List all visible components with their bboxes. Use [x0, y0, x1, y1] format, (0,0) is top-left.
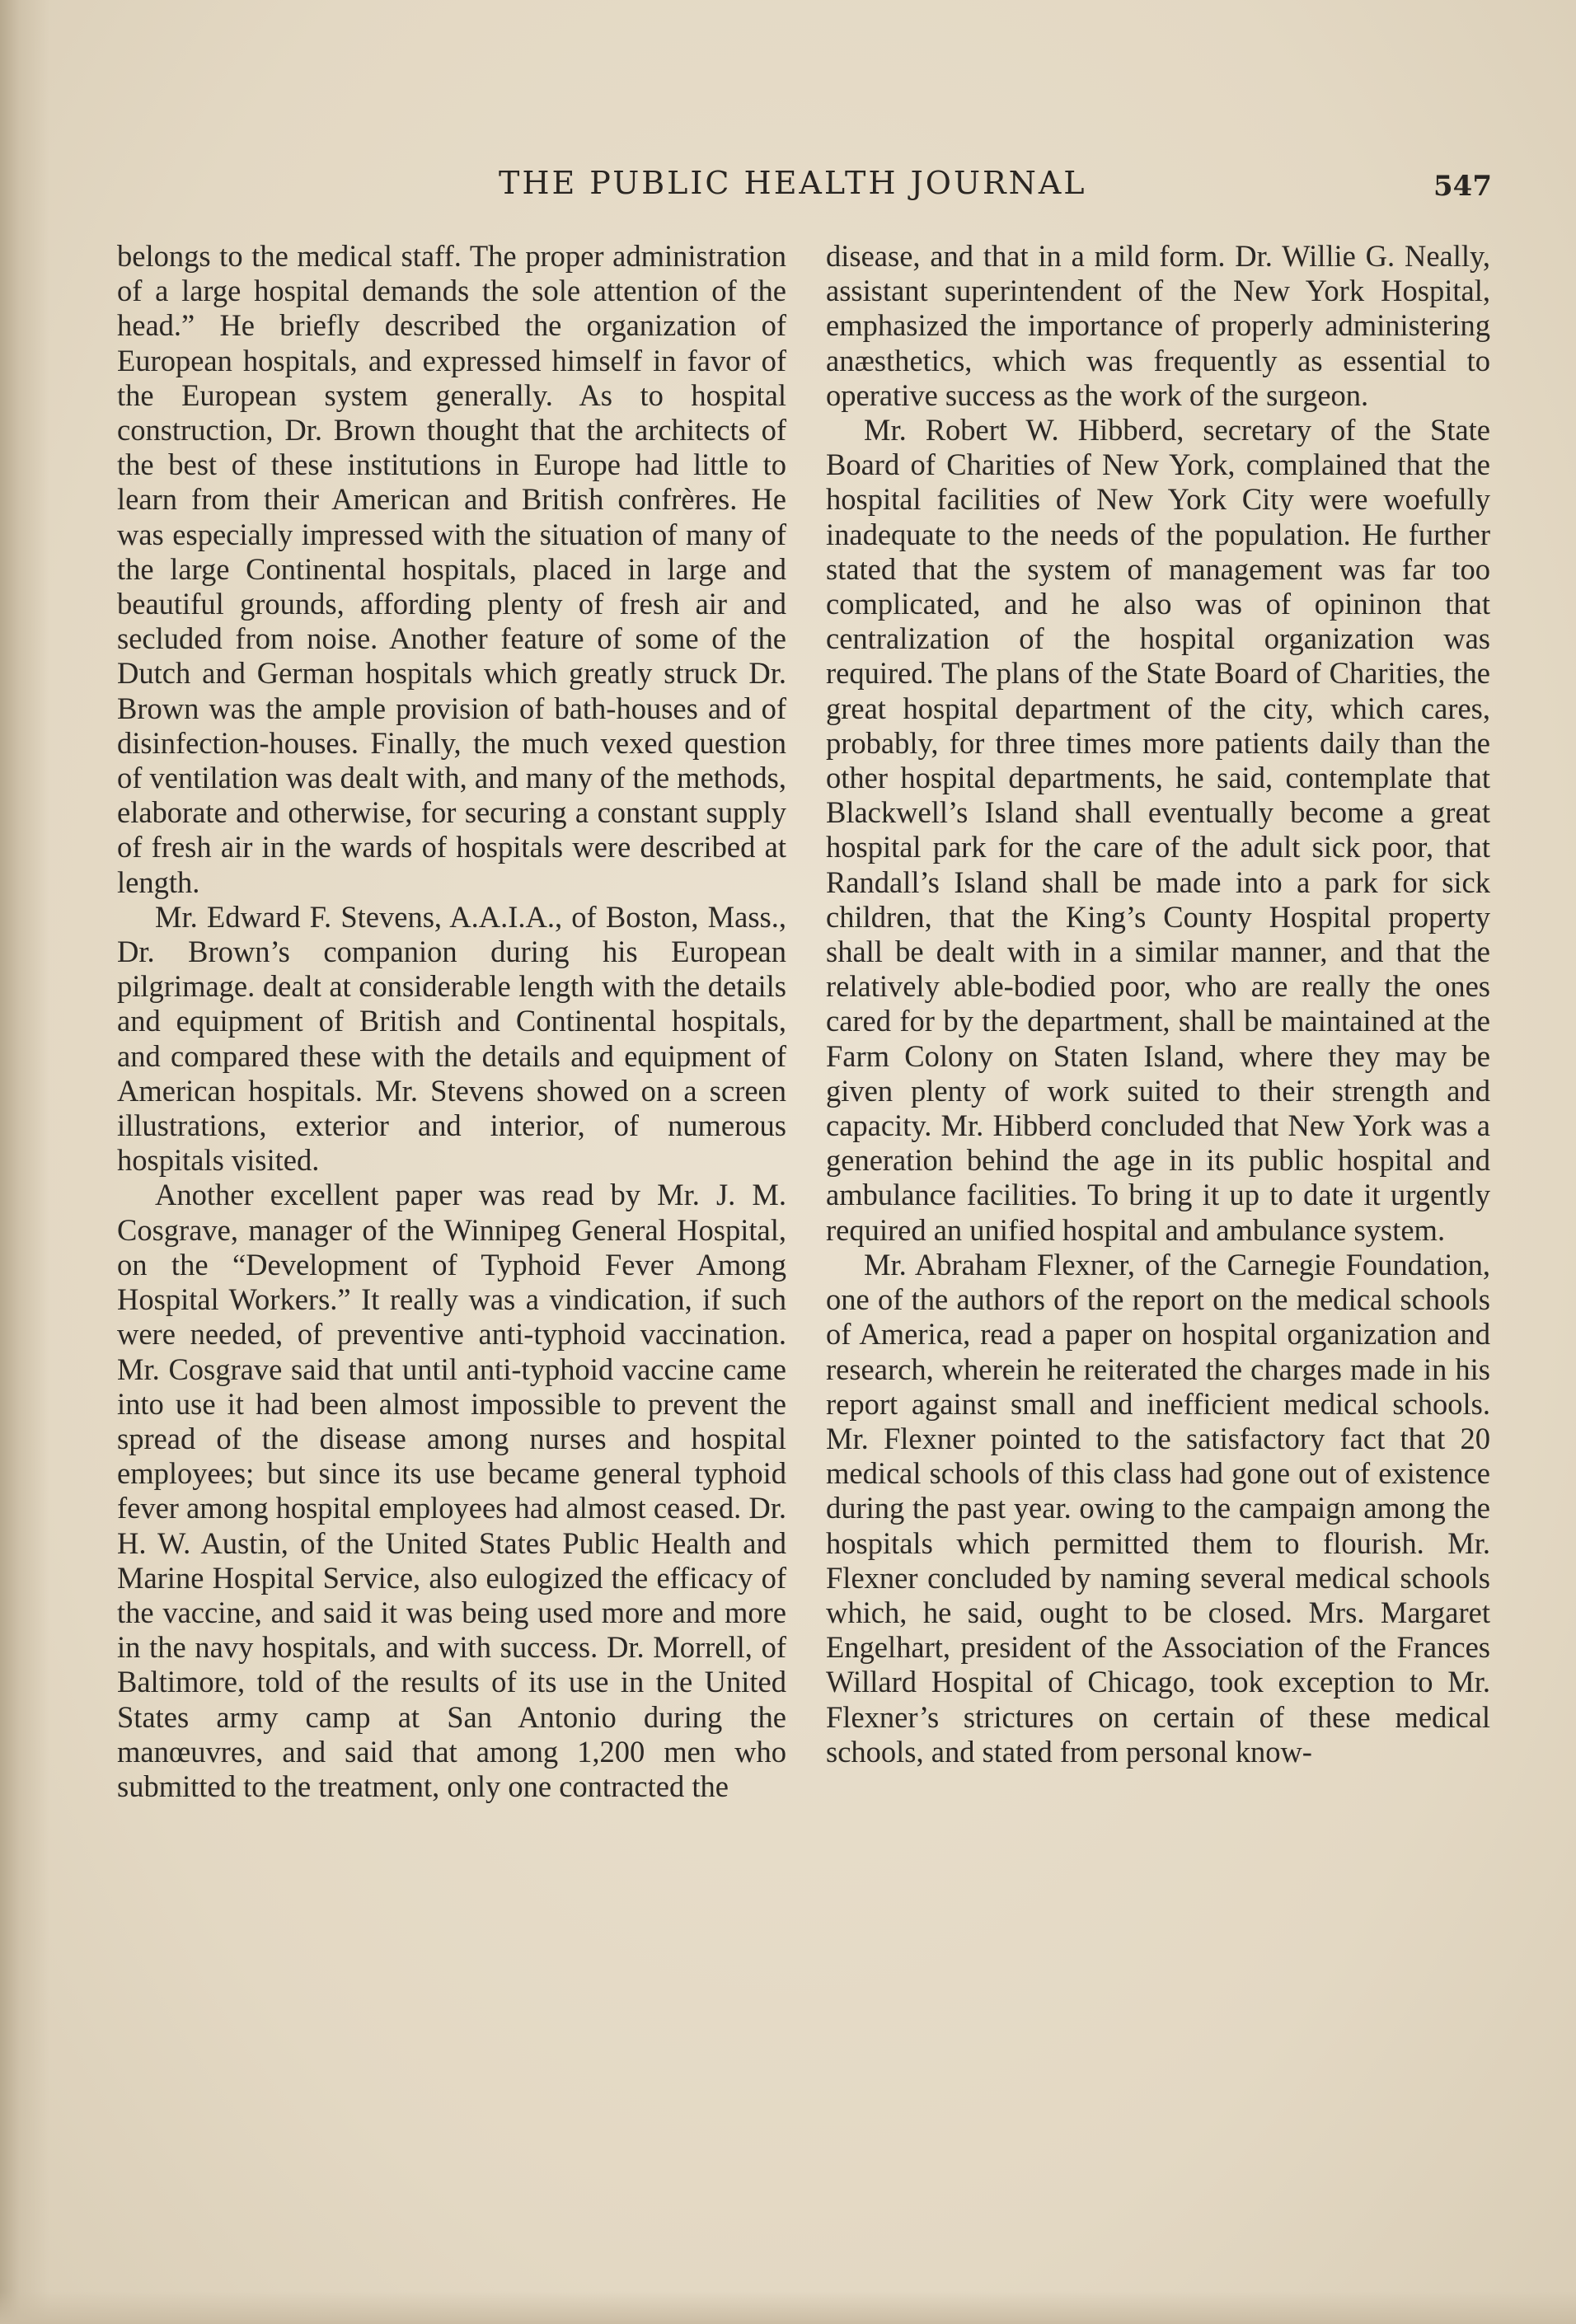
right-paragraph-1: disease, and that in a mild form. Dr. Willie G. Neally, assistant superintendent of the New York Hospital, emphasized the importance of properly administering anæsthetics, which was frequently as essential to operative success as the work of the surgeon. [826, 239, 1490, 412]
right-column [826, 239, 1490, 1769]
running-head [124, 165, 1492, 214]
left-column [117, 239, 786, 1804]
left-paragraph-1: belongs to the medical staff. The proper administration of a large hospital demands the sole attention of the head.” He briefly described the organization of European hospitals, and expressed himself in favor of the European system generally. As to hospital construction, Dr. Brown thought that the architects of the best of these institutions in Europe had little to learn from their American and British confrères. He was especially impressed with the situation of many of the large Continental hospitals, placed in large and beautiful grounds, affording plenty of fresh air and secluded from noise. Another feature of some of the Dutch and German hospitals which greatly struck Dr. Brown was the ample provision of bath-houses and of disinfection-houses. Finally, the much vexed question of ventilation was dealt with, and many of the methods, elaborate and otherwise, for securing a constant supply of fresh air in the wards of hospitals were described at length. [117, 239, 786, 899]
page-number: 547 [1433, 170, 1492, 203]
journal-title: THE PUBLIC HEALTH JOURNAL [499, 165, 1087, 201]
left-paragraph-2: Mr. Edward F. Stevens, A.A.I.A., of Boston, Mass., Dr. Brown’s companion during his European pilgrimage. dealt at considerable length with the details and equipment of British and Continental hospitals, and compared these with the details and equipment of American hospitals. Mr. Stevens showed on a screen illustrations, exterior and interior, of numerous hospitals visited. [117, 899, 786, 1178]
page-edge-shadow [0, 2291, 1576, 2324]
right-paragraph-3: Mr. Abraham Flexner, of the Carnegie Foundation, one of the authors of the report on the medical schools of America, read a paper on hospital organization and research, wherein he reiterated the charges made in his report against small and inefficient medical schools. Mr. Flexner pointed to the satisfactory fact that 20 medical schools of this class had gone out of existence during the past year. owing to the campaign among the hospitals which permitted them to flourish. Mr. Flexner concluded by naming several medical schools which, he said, ought to be closed. Mrs. Margaret Engelhart, president of the Association of the Frances Willard Hospital of Chicago, took exception to Mr. Flexner’s strictures on certain of these medical schools, and stated from personal know- [826, 1247, 1490, 1769]
left-paragraph-3: Another excellent paper was read by Mr. J. M. Cosgrave, manager of the Winnipeg General Hospital, on the “Development of Typhoid Fever Among Hospital Workers.” It really was a vindication, if such were needed, of preventive anti-typhoid vaccination. Mr. Cosgrave said that until anti-typhoid vaccine came into use it had been almost impossible to prevent the spread of the disease among nurses and hospital employees; but since its use became general typhoid fever among hospital employees had almost ceased. Dr. H. W. Austin, of the United States Public Health and Marine Hospital Service, also eulogized the efficacy of the vaccine, and said it was being used more and more in the navy hospitals, and with success. Dr. Morrell, of Baltimore, told of the results of its use in the United States army camp at San Antonio during the manœuvres, and said that among 1,200 men who submitted to the treatment, only one contracted the [117, 1178, 786, 1803]
right-paragraph-2: Mr. Robert W. Hibberd, secretary of the State Board of Charities of New York, complained that the hospital facilities of New York City were woefully inadequate to the needs of the population. He further stated that the system of management was far too complicated, and he also was of opininon that centralization of the hospital organization was required. The plans of the State Board of Charities, the great hospital department of the city, which cares, probably, for three times more patients daily than the other hospital departments, he said, contemplate that Blackwell’s Island shall eventually become a great hospital park for the care of the adult sick poor, that Randall’s Island shall be made into a park for sick children, that the King’s County Hospital property shall be dealt with in a similar manner, and that the relatively able-bodied poor, who are really the ones cared for by the department, shall be maintained at the Farm Colony on Staten Island, where they may be given plenty of work suited to their strength and capacity. Mr. Hibberd concluded that New York was a generation behind the age in its public hospital and ambulance facilities. To bring it up to date it urgently required an unified hospital and ambulance system. [826, 413, 1490, 1247]
book-spine-shadow [0, 0, 49, 2324]
